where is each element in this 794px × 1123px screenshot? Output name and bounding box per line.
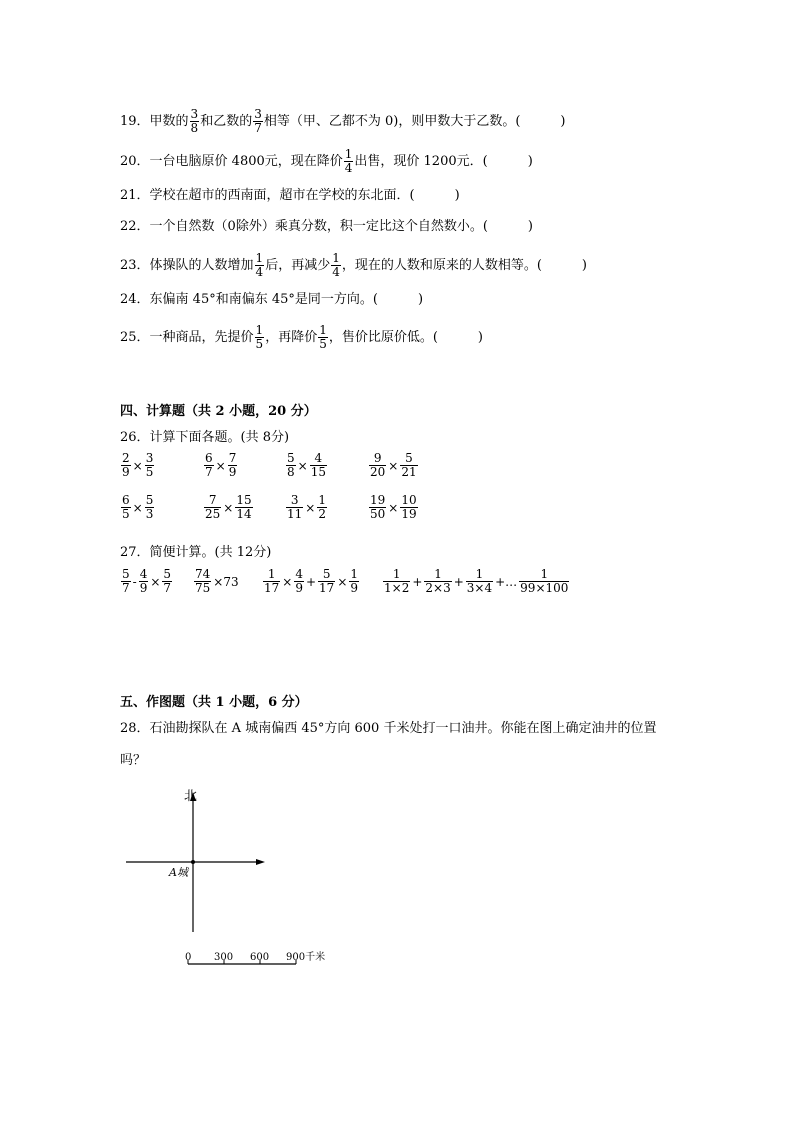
numerator: 3 [290,493,299,507]
times-sign: × [388,458,399,473]
fraction [255,324,265,351]
fraction [318,568,335,595]
numerator: 1 [255,323,264,337]
q25-text-c: ，售价比原价低。( [328,330,438,345]
plus-ellipsis: +… [495,574,518,589]
fraction [162,568,172,595]
denominator: 4 [344,161,353,175]
fraction [253,108,263,135]
q20-text-a: 20．一台电脑原价 4800元，现在降价 [120,154,343,169]
denominator: 7 [205,465,213,479]
numerator: 1 [319,323,327,337]
fraction [349,568,359,595]
north-label: 北 [184,789,198,804]
denominator: 3×4 [466,581,493,595]
denominator: 99×100 [520,581,569,595]
numerator: 1 [318,493,326,507]
denominator: 8 [287,465,295,479]
fraction [204,452,214,479]
denominator: 17 [319,581,335,595]
fraction [331,252,341,279]
times-sign: × [282,574,293,589]
fraction [121,452,131,479]
q23-text-a: 23．体操队的人数增加 [120,258,254,273]
fraction [369,452,386,479]
numerator: 74 [195,567,211,581]
numerator: 1 [392,567,401,581]
numerator: 1 [475,567,484,581]
denominator: 9 [139,581,148,595]
q26-expression [285,452,328,479]
q25-text-a: 25．一种商品，先提价 [120,330,254,345]
fraction [145,494,155,521]
fraction [194,568,211,595]
section-4-heading: 四、计算题（共 2 小题，20 分） [120,404,317,419]
numerator: 15 [236,493,252,507]
q23-text-c: ，现在的人数和原来的人数相等。( [341,258,542,273]
numerator: 9 [373,451,382,465]
fraction [519,568,569,595]
fraction [121,568,131,595]
question-19 [120,108,565,135]
q19-text-c: 相等（甲、乙都不为 0)，则甲数大于乙数。( [263,114,521,129]
times-sign: × [388,500,399,515]
numerator: 5 [145,493,154,507]
q23-text-b: 后，再减少 [265,258,331,273]
question-28-line-1: 28．石油勘探队在 A 城南偏西 45°方向 600 千米处打一口油井。你能在图上确定油井的位置 [120,721,657,736]
fraction [400,452,417,479]
numerator: 5 [122,567,130,581]
fraction [121,494,131,521]
question-20 [120,148,533,175]
fraction [424,568,451,595]
denominator: 3 [145,507,154,521]
denominator: 25 [205,507,221,521]
fraction [294,568,304,595]
denominator: 5 [145,465,154,479]
denominator: 75 [195,581,211,595]
q19-text-b: 和乙数的 [200,114,253,129]
numerator: 1 [540,567,549,581]
section-5-heading: 五、作图题（共 1 小题，6 分） [120,695,308,710]
fraction [190,108,200,135]
numerator: 1 [267,567,276,581]
times-sign: × [215,458,226,473]
scale-label-300: 300 [214,952,234,963]
denominator: 19 [401,507,417,521]
times-sign: × [132,458,143,473]
scale-label-900: 900千米 [286,952,326,963]
fraction [400,494,417,521]
denominator: 2×3 [425,581,451,595]
minus-sign: - [132,574,137,589]
times-sign: × [223,500,234,515]
numerator: 4 [295,567,303,581]
east-arrow-icon [256,859,265,865]
times-sign: × [337,574,348,589]
numerator: 1 [344,147,353,161]
denominator: 5 [255,337,264,351]
fraction [344,148,354,175]
q27-expression-1 [120,568,173,595]
denominator: 9 [350,581,359,595]
fraction [263,568,280,595]
city-a-label: A城 [169,866,188,879]
q26-expression [368,452,419,479]
numerator: 5 [287,451,295,465]
fraction [369,494,386,521]
q19-text-a: 19．甲数的 [120,114,189,129]
denominator: 9 [295,581,303,595]
close-paren: ) [454,188,460,203]
times-73: ×73 [213,574,239,589]
close-paren: ) [560,114,566,129]
fraction [255,252,265,279]
denominator: 2 [318,507,326,521]
numerator: 7 [228,451,237,465]
q21-text: 21．学校在超市的西南面，超市在学校的东北面．( [120,188,415,203]
q26-expression [203,452,238,479]
q25-text-b: ，再降价 [265,330,318,345]
q24-text: 24．东偏南 45°和南偏东 45°是同一方向。( [120,292,378,307]
times-sign: × [132,500,143,515]
denominator: 11 [287,507,303,521]
denominator: 7 [163,581,172,595]
numerator: 1 [255,251,264,265]
numerator: 5 [163,567,172,581]
numerator: 4 [139,567,148,581]
numerator: 6 [205,451,213,465]
plus-sign: + [305,574,317,589]
denominator: 7 [254,121,262,135]
fraction [466,568,493,595]
denominator: 21 [401,465,417,479]
close-paren: ) [581,258,587,273]
q26-expression [120,494,155,521]
fraction [204,494,221,521]
close-paren: ) [417,292,424,307]
numerator: 1 [350,567,359,581]
denominator: 20 [370,465,386,479]
denominator: 14 [236,507,252,521]
fraction [145,452,155,479]
numerator: 5 [322,567,331,581]
numerator: 3 [145,451,154,465]
fraction [310,452,327,479]
close-paren: ) [477,330,483,345]
question-22 [120,219,533,235]
fraction [317,494,327,521]
fraction [318,324,328,351]
question-25 [120,324,483,351]
fraction [235,494,252,521]
denominator: 15 [310,465,326,479]
direction-diagram[interactable] [120,780,350,970]
denominator: 5 [122,507,130,521]
denominator: 9 [228,465,237,479]
fraction [383,568,410,595]
numerator: 3 [254,107,262,121]
denominator: 4 [332,265,340,279]
numerator: 7 [208,493,217,507]
denominator: 7 [122,581,130,595]
numerator: 2 [122,451,130,465]
denominator: 1×2 [384,581,410,595]
numerator: 19 [370,493,386,507]
times-sign: × [297,458,308,473]
times-sign: × [150,574,161,589]
denominator: 5 [319,337,327,351]
city-a-point [191,860,195,864]
denominator: 4 [255,265,264,279]
fraction [286,494,303,521]
plus-sign: + [412,574,423,589]
numerator: 3 [190,107,199,121]
scale-label-600: 600 [250,952,270,963]
close-paren: ) [527,219,533,234]
denominator: 17 [264,581,280,595]
denominator: 8 [190,121,199,135]
q20-text-b: 出售，现价 1200元．( [354,154,488,169]
question-27-title: 27．简便计算。(共 12分) [120,545,272,560]
question-21 [120,188,460,204]
numerator: 1 [434,567,442,581]
question-26-title: 26．计算下面各题。(共 8分) [120,430,290,445]
numerator: 4 [314,451,323,465]
q26-expression [285,494,328,521]
q22-text: 22．一个自然数（0除外）乘真分数，积一定比这个自然数小。( [120,219,488,234]
q27-expression-4 [382,568,570,595]
q26-expression [368,494,419,521]
question-23 [120,252,587,279]
q26-expression [203,494,254,521]
q27-expression-2 [193,568,240,595]
q26-expression [120,452,155,479]
scale-label-0: 0 [185,952,192,963]
question-28-line-2: 吗？ [120,753,147,768]
fraction [286,452,296,479]
q27-expression-3 [262,568,360,595]
fraction [139,568,149,595]
times-sign: × [305,500,316,515]
close-paren: ) [527,154,533,169]
denominator: 9 [122,465,130,479]
plus-sign: + [453,574,464,589]
numerator: 10 [401,493,417,507]
denominator: 50 [370,507,386,521]
numerator: 1 [332,251,340,265]
fraction [228,452,238,479]
question-24 [120,292,423,308]
numerator: 6 [122,493,130,507]
numerator: 5 [405,451,413,465]
